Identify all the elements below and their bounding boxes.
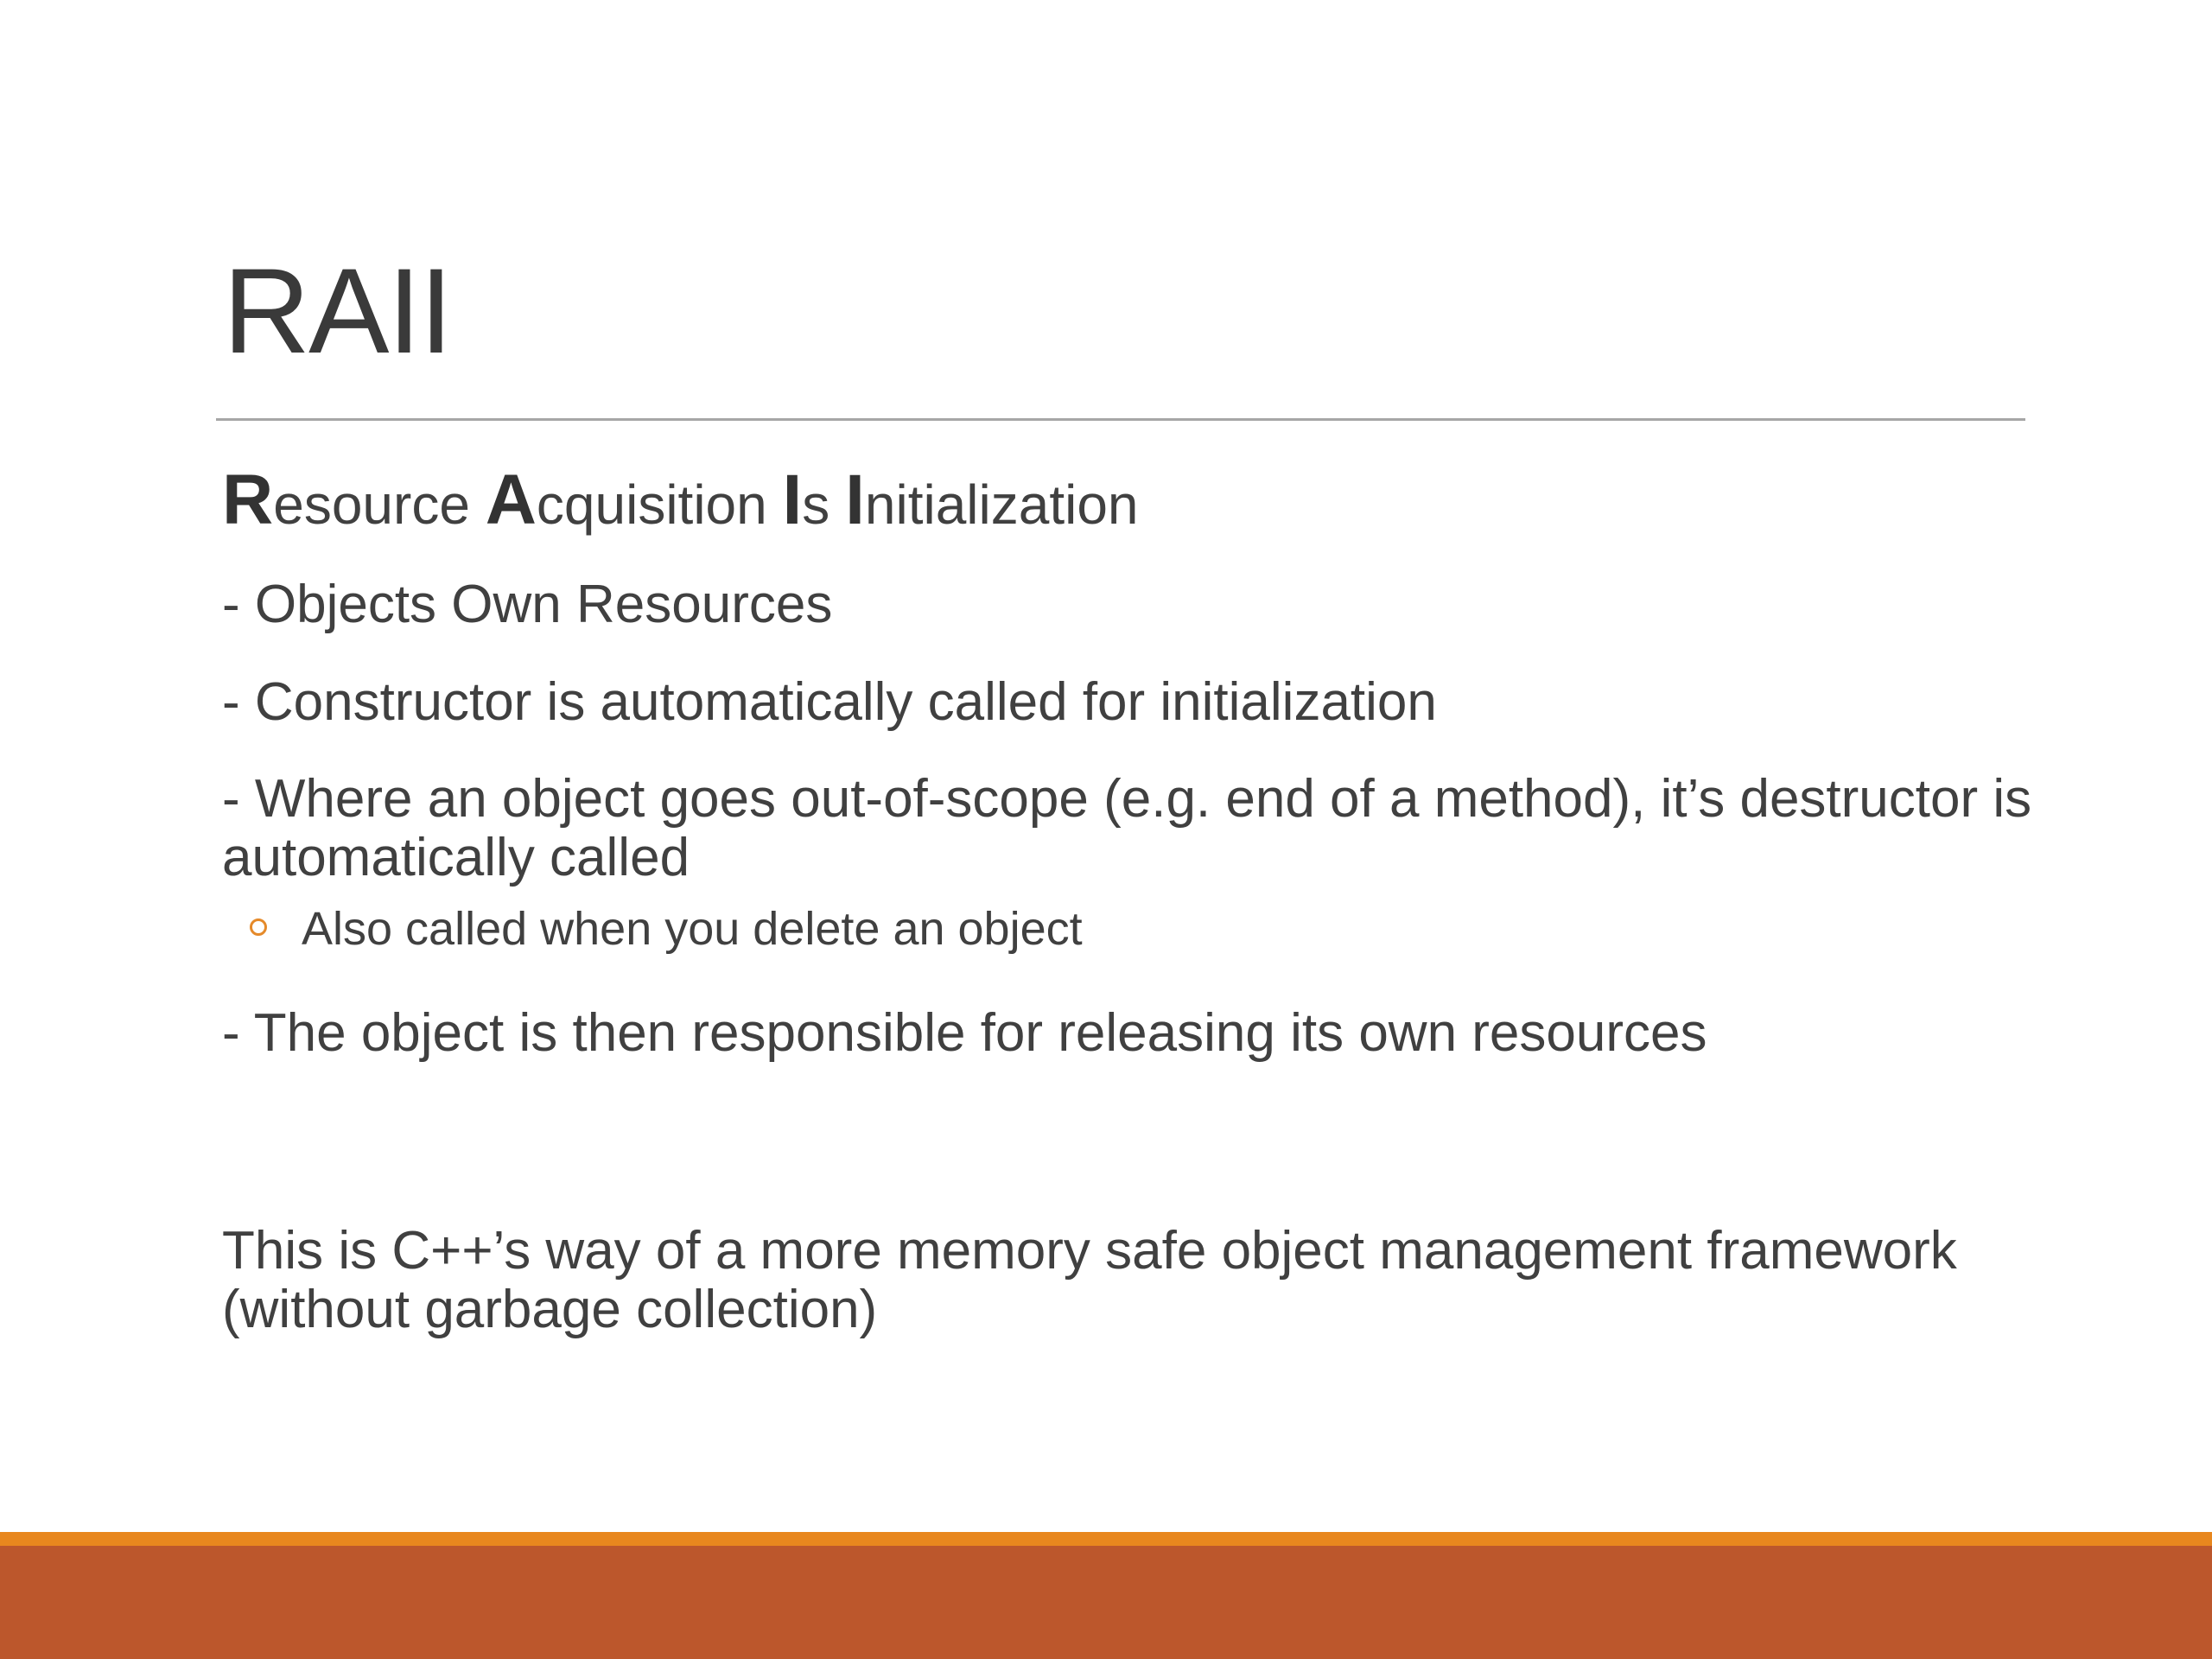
circle-bullet-icon	[250, 918, 267, 936]
acronym-letter-a: A	[485, 461, 537, 539]
sub-bullet-text: Also called when you delete an object	[302, 903, 1083, 956]
acronym-expansion	[222, 458, 2037, 543]
acronym-word-rest: cquisition	[536, 474, 767, 536]
bullet-destructor: - Where an object goes out-of-scope (e.g. end of a method), it’s destructor is automatically called	[222, 768, 2032, 887]
title-divider	[216, 418, 2025, 421]
bullet-constructor: - Constructor is automatically called for initialization	[222, 671, 1437, 732]
acronym-word-rest: nitialization	[864, 474, 1139, 536]
spacer	[222, 1101, 2037, 1222]
footer-band	[0, 1546, 2212, 1659]
slide-body	[222, 458, 2037, 1378]
closing-statement: This is C++’s way of a more memory safe object management framework (without garbage collection)	[222, 1221, 1957, 1340]
acronym-word-rest: s	[802, 474, 830, 536]
acronym-letter-i: I	[782, 461, 803, 539]
acronym-letter-i2: I	[845, 461, 865, 539]
bullet-objects-own-resources: - Objects Own Resources	[222, 575, 833, 635]
acronym-letter-r: R	[222, 461, 274, 539]
bullet-releasing-resources: - The object is then responsible for releasing its own resources	[222, 1002, 1707, 1063]
acronym-word-rest: esource	[273, 474, 470, 536]
footer-accent-line	[0, 1532, 2212, 1546]
slide-title: RAII	[223, 243, 452, 378]
sub-bullet-delete	[250, 901, 2037, 957]
